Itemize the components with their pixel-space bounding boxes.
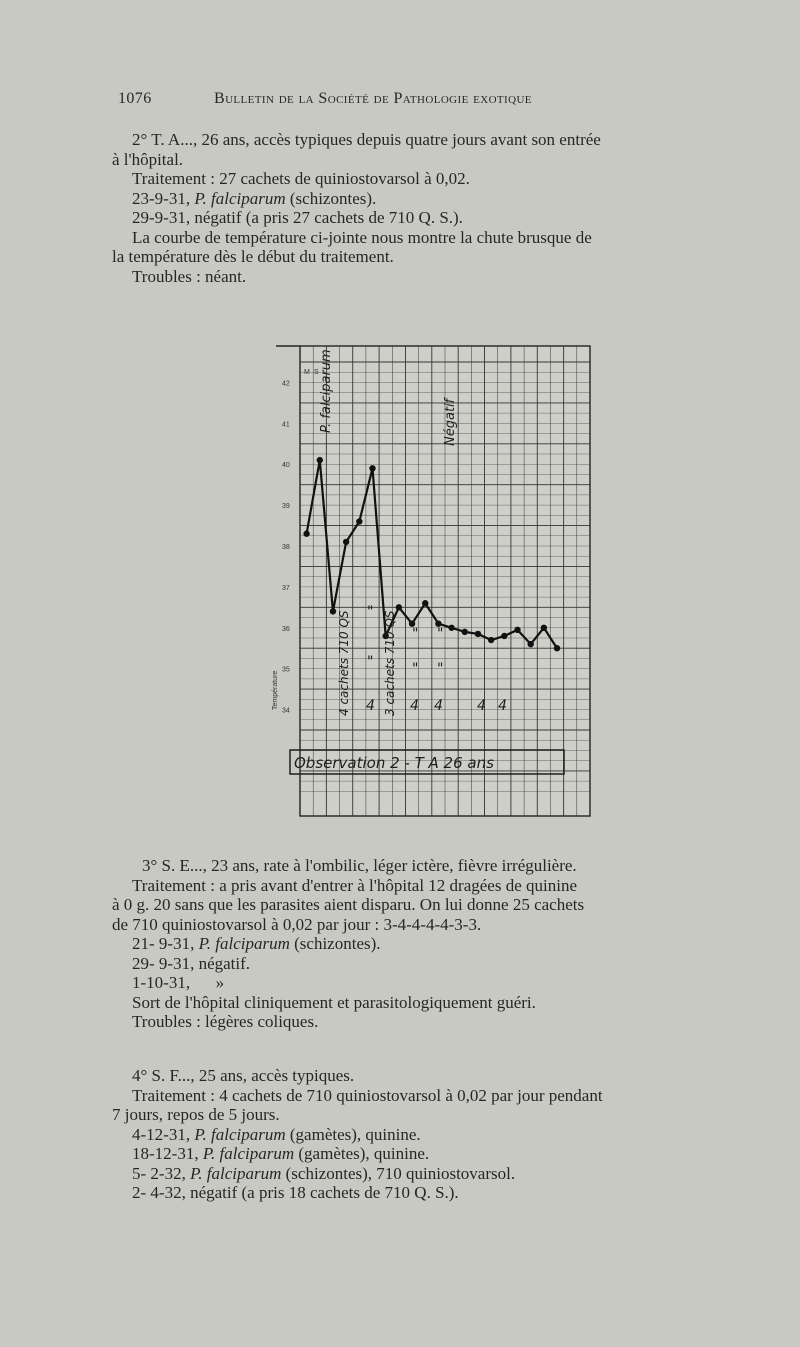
obs4-line-2: Traitement : 4 cachets de 710 quiniostovarsol à 0,02 par jour pendant <box>132 1085 603 1105</box>
obs3-date: 21- 9-31, <box>132 934 199 953</box>
y-tick-label: 42 <box>282 380 290 388</box>
obs4-stage-3: (schizontes), 710 quiniostovarsol. <box>281 1163 516 1183</box>
annotation-four-3: 4 <box>434 698 443 714</box>
annotation-negatif: Négatif <box>443 398 458 446</box>
obs2-line-8: Troubles : néant. <box>132 266 247 286</box>
y-tick-label: 39 <box>282 503 290 511</box>
obs3-line-7: 1-10-31, » <box>132 973 225 992</box>
temperature-point <box>317 457 323 463</box>
obs4-line-4 <box>112 1125 762 1145</box>
annotation-four-2: 4 <box>410 698 419 714</box>
annotation-ditto-1: " <box>367 604 374 620</box>
temperature-point <box>514 627 520 633</box>
temperature-chart-svg <box>262 338 600 820</box>
header-mark-s: S <box>314 369 319 376</box>
annotation-ditto-6: " <box>437 661 444 677</box>
temperature-point <box>462 629 468 635</box>
obs2-line-5: 29-9-31, négatif (a pris 27 cachets de 710 Q. S.). <box>132 208 463 227</box>
obs4-line-5 <box>112 1144 762 1164</box>
temperature-point <box>369 465 375 471</box>
obs3-line-9: Troubles : légères coliques. <box>132 1012 319 1031</box>
observation-2 <box>112 130 762 286</box>
obs4-line-3: 7 jours, repos de 5 jours. <box>112 1105 280 1124</box>
obs2-stage: (schizontes). <box>285 188 377 208</box>
obs3-line-3: à 0 g. 20 sans que les parasites aient disparu. On lui donne 25 cachets <box>112 895 585 914</box>
temperature-point <box>554 645 560 651</box>
temperature-chart <box>262 338 600 820</box>
y-tick-label: 36 <box>282 625 290 633</box>
temperature-point <box>448 625 454 631</box>
obs2-line-6: La courbe de température ci-jointe nous montre la chute brusque de <box>132 227 592 247</box>
obs2-line-4 <box>112 189 762 209</box>
obs4-line-6 <box>112 1164 762 1184</box>
temperature-point <box>488 637 494 643</box>
y-tick-label: 35 <box>282 666 290 674</box>
temperature-point <box>475 631 481 637</box>
temperature-point <box>303 531 309 537</box>
annotation-ditto-5: " <box>437 626 444 642</box>
annotation-four-4: 4 <box>477 698 486 714</box>
y-tick-label: 37 <box>282 584 290 592</box>
temperature-point <box>396 604 402 610</box>
annotation-four-5: 4 <box>498 698 507 714</box>
temperature-point <box>343 539 349 545</box>
annotation-four-1: 4 <box>366 698 375 714</box>
temperature-point <box>527 641 533 647</box>
observation-3 <box>112 856 762 1032</box>
y-tick-label: 40 <box>282 462 290 470</box>
temperature-point <box>330 608 336 614</box>
species-name: P. falciparum <box>202 1144 295 1163</box>
obs4-date-3: 5- 2-32, <box>132 1163 191 1183</box>
temperature-point <box>356 518 362 524</box>
species-name: P. falciparum <box>190 1163 282 1183</box>
y-tick-label: 41 <box>282 421 290 429</box>
observation-4 <box>112 1066 762 1203</box>
temperature-point <box>541 625 547 631</box>
obs3-line-6: 29- 9-31, négatif. <box>132 953 251 973</box>
obs4-line-1: 4° S. F..., 25 ans, accès typiques. <box>132 1066 355 1085</box>
temperature-point <box>501 633 507 639</box>
obs4-date-1: 4-12-31, <box>132 1124 195 1144</box>
species-name: P. falciparum <box>194 188 286 208</box>
obs4-date-2: 18-12-31, <box>132 1144 203 1163</box>
species-name: P. falciparum <box>194 1124 286 1144</box>
annotation-dose-1: 4 cachets 710 QS <box>337 610 351 716</box>
y-tick-label: 34 <box>282 707 290 715</box>
annotation-ditto-3: " <box>412 626 419 642</box>
obs2-date: 23-9-31, <box>132 188 195 208</box>
obs2-line-3: Traitement : 27 cachets de quiniostovarsol à 0,02. <box>132 169 470 188</box>
obs4-stage-1: (gamètes), quinine. <box>285 1124 421 1144</box>
obs2-line-1: 2° T. A..., 26 ans, accès typiques depuis quatre jours avant son entrée <box>132 130 601 149</box>
obs2-line-2: à l'hôpital. <box>112 149 184 169</box>
obs3-line-4: de 710 quiniostovarsol à 0,02 par jour : 3-4-4-4-4-3-3. <box>112 914 482 934</box>
obs4-stage-2: (gamètes), quinine. <box>294 1144 430 1163</box>
obs3-line-2: Traitement : a pris avant d'entrer à l'hôpital 12 dragées de quinine <box>132 875 578 895</box>
obs3-stage: (schizontes). <box>289 934 381 953</box>
journal-title: Bulletin de la Société de Pathologie exotique <box>214 90 532 107</box>
temperature-point <box>422 600 428 606</box>
obs2-line-7: la température dès le début du traitement. <box>112 247 394 266</box>
obs3-line-5 <box>112 934 762 954</box>
y-tick-label: 38 <box>282 544 290 551</box>
annotation-dose-2: 3 cachets 710 QS <box>383 610 397 716</box>
annotation-ditto-4: " <box>412 661 419 677</box>
header-mark-m: M <box>304 369 310 376</box>
annotation-pf: P. falciparum <box>319 349 334 433</box>
annotation-observation: Observation 2 - T A 26 ans <box>294 754 494 772</box>
chart-ylabel: Température <box>272 670 279 710</box>
annotation-ditto-2: " <box>367 654 374 670</box>
page-number: 1076 <box>118 90 152 107</box>
species-name: P. falciparum <box>198 934 290 953</box>
obs3-line-1: 3° S. E..., 23 ans, rate à l'ombilic, léger ictère, fièvre irrégulière. <box>142 856 577 875</box>
obs4-line-7: 2- 4-32, négatif (a pris 18 cachets de 710 Q. S.). <box>132 1183 459 1202</box>
obs3-line-8: Sort de l'hôpital cliniquement et parasitologiquement guéri. <box>132 992 536 1012</box>
